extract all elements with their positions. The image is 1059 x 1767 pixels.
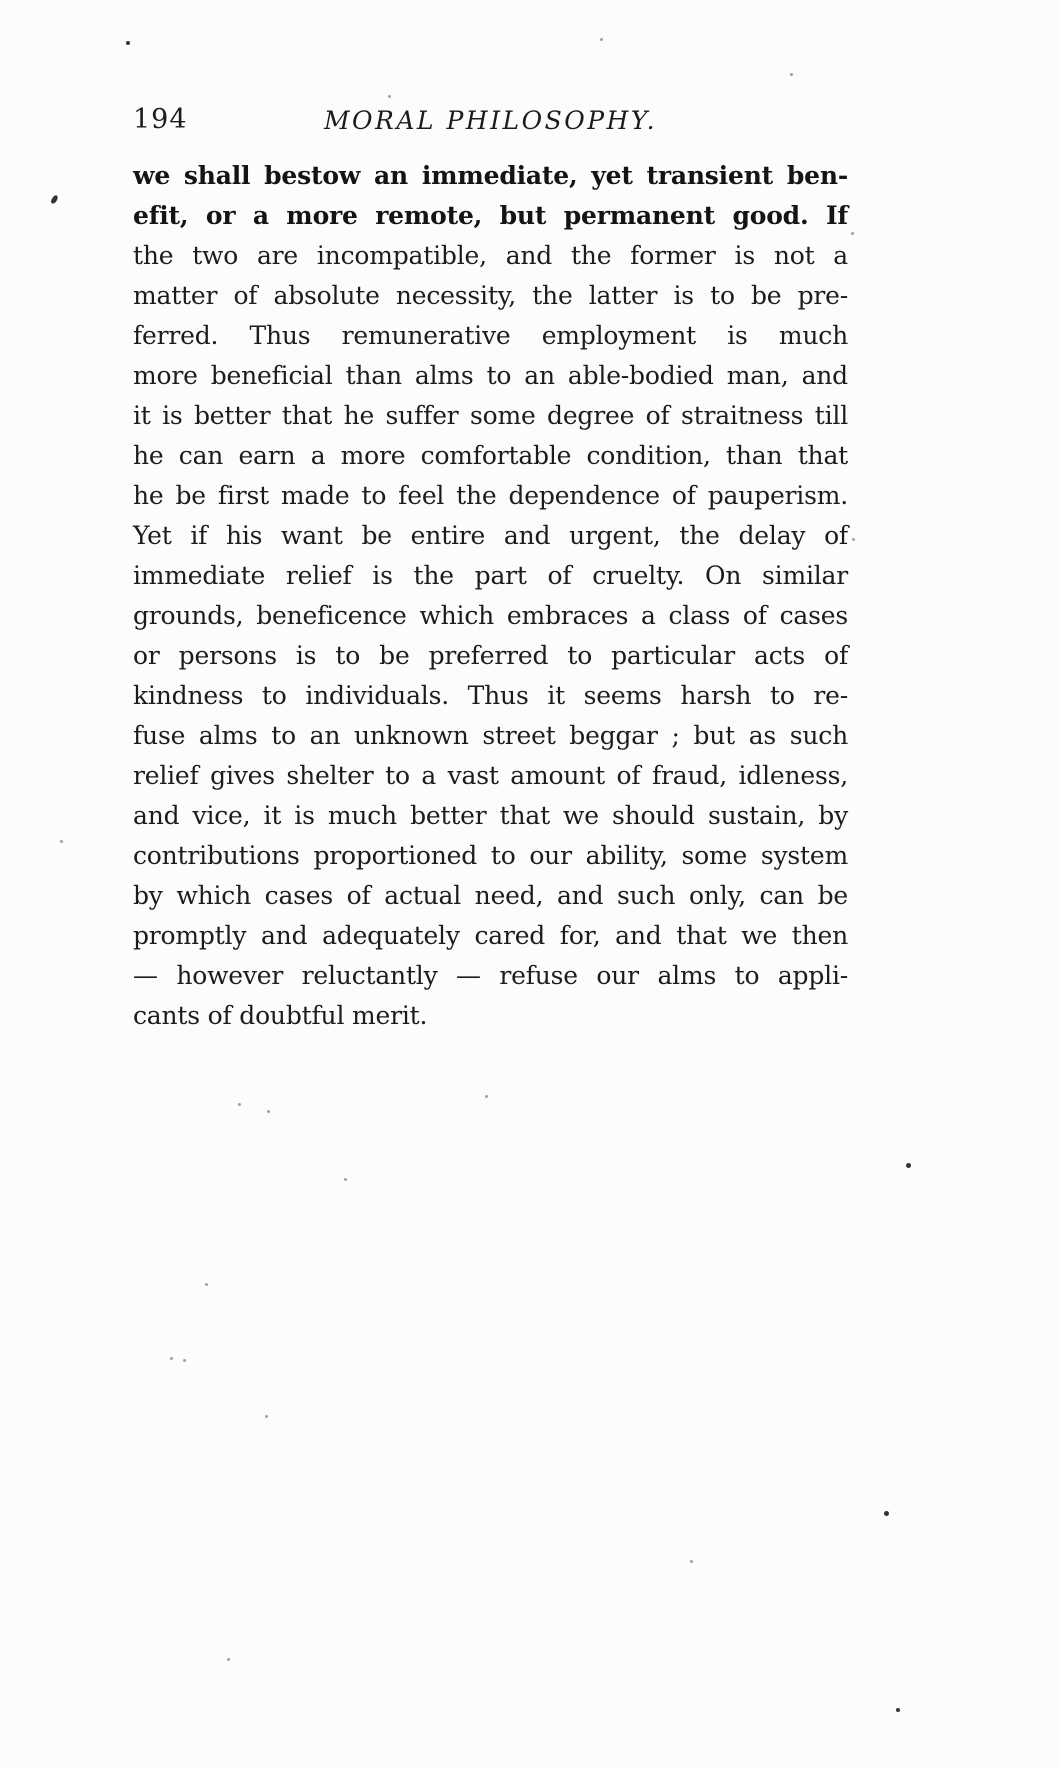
text-line: grounds, beneficence which embraces a class of cases — [133, 601, 848, 630]
text-line: kindness to individuals. Thus it seems harsh to re- — [133, 681, 848, 710]
scan-speck — [205, 1283, 208, 1286]
text-line: it is better that he suffer some degree of straitness till — [133, 401, 848, 430]
scan-speck — [126, 41, 130, 45]
scan-speck — [884, 1511, 889, 1516]
text-line: Yet if his want be entire and urgent, the delay of — [133, 521, 848, 550]
scan-speck — [852, 538, 855, 541]
text-line: efit, or a more remote, but permanent good. If — [133, 201, 848, 230]
running-title: MORAL PHILOSOPHY. — [323, 106, 658, 135]
scan-speck — [238, 1103, 241, 1106]
text-line: immediate relief is the part of cruelty. On similar — [133, 561, 848, 590]
scan-speck — [790, 73, 793, 76]
scan-speck — [60, 840, 63, 843]
scan-speck — [690, 1560, 693, 1563]
scan-speck — [267, 1110, 270, 1113]
scan-speck — [600, 38, 603, 41]
text-line: — however reluctantly — refuse our alms to appli- — [133, 961, 848, 990]
body-text-block — [133, 156, 848, 1036]
text-line: promptly and adequately cared for, and that we then — [133, 921, 848, 950]
scan-speck — [183, 1359, 186, 1362]
scan-speck — [906, 1163, 911, 1168]
page-number: 194 — [133, 104, 188, 135]
scan-speck — [851, 232, 854, 235]
scan-speck — [170, 1357, 173, 1360]
text-line: he be first made to feel the dependence of pauperism. — [133, 481, 848, 510]
scan-speck — [896, 1708, 900, 1712]
scan-speck — [50, 194, 59, 204]
text-line: by which cases of actual need, and such only, can be — [133, 881, 848, 910]
scan-speck — [388, 95, 391, 98]
scan-speck — [227, 1658, 230, 1661]
text-line: contributions proportioned to our ability, some system — [133, 841, 848, 870]
page-header — [133, 103, 848, 143]
scan-speck — [265, 1415, 268, 1418]
text-line: matter of absolute necessity, the latter is to be pre- — [133, 281, 848, 310]
text-line: we shall bestow an immediate, yet transient ben- — [133, 161, 848, 190]
text-line: more beneficial than alms to an able-bodied man, and — [133, 361, 848, 390]
text-line: relief gives shelter to a vast amount of fraud, idleness, — [133, 761, 848, 790]
text-line: he can earn a more comfortable condition, than that — [133, 441, 848, 470]
text-line: the two are incompatible, and the former is not a — [133, 241, 848, 270]
scan-speck — [344, 1178, 347, 1181]
text-line: and vice, it is much better that we should sustain, by — [133, 801, 848, 830]
text-line: ferred. Thus remunerative employment is much — [133, 321, 848, 350]
scan-speck — [485, 1095, 488, 1098]
text-line: fuse alms to an unknown street beggar ; but as such — [133, 721, 848, 750]
text-line: or persons is to be preferred to particular acts of — [133, 641, 848, 670]
text-line: cants of doubtful merit. — [133, 1001, 428, 1030]
